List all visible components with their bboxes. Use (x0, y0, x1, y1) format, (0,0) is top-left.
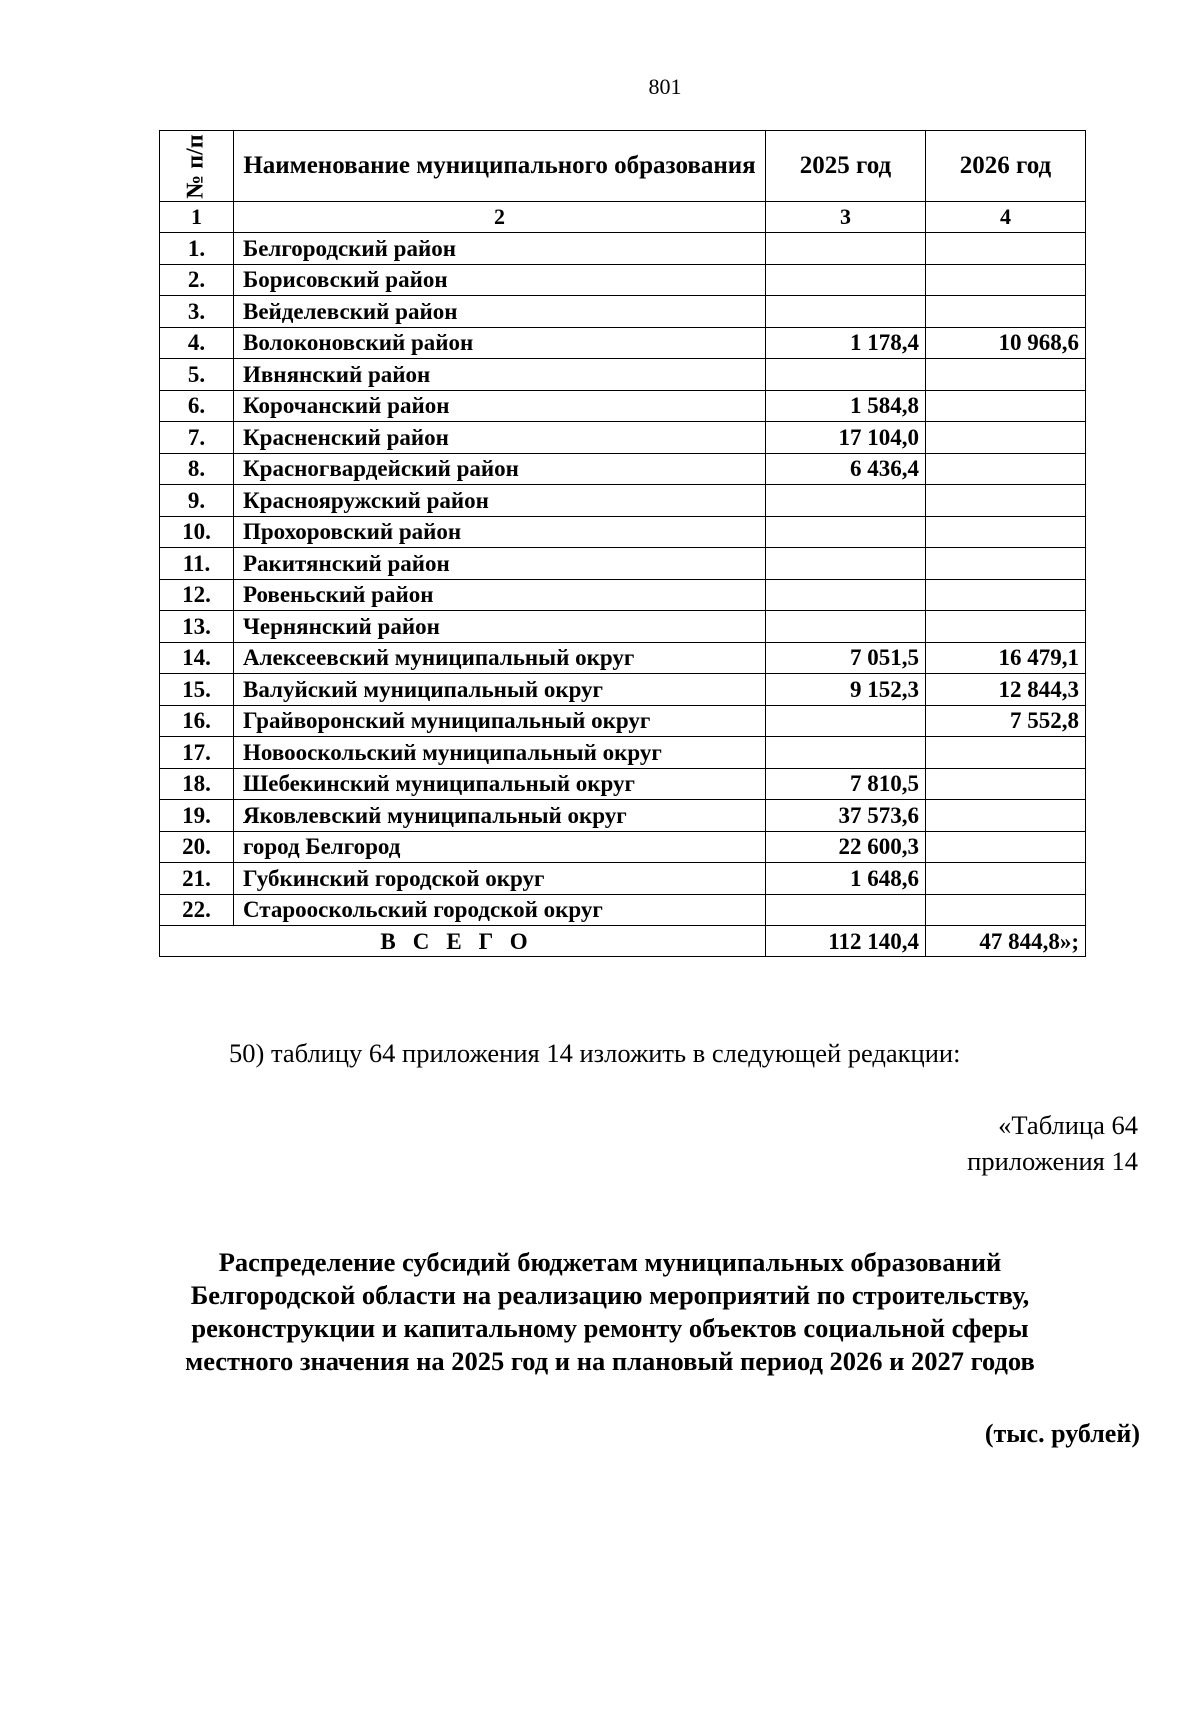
value-2025: 7 051,5 (766, 642, 926, 674)
value-2025 (766, 485, 926, 517)
municipality-name: Ровеньский район (234, 579, 766, 611)
total-row (160, 926, 1086, 957)
value-2025 (766, 359, 926, 391)
value-2025: 6 436,4 (766, 453, 926, 485)
municipality-name: Красногвардейский район (234, 453, 766, 485)
row-number: 20. (160, 831, 234, 863)
row-number: 14. (160, 642, 234, 674)
municipality-name: Чернянский район (234, 611, 766, 643)
municipality-name: Ракитянский район (234, 548, 766, 580)
municipality-name: Новооскольский муниципальный округ (234, 737, 766, 769)
value-2025 (766, 296, 926, 328)
value-2025 (766, 233, 926, 265)
table-row (160, 422, 1086, 454)
row-number: 3. (160, 296, 234, 328)
total-label: ВСЕГО (160, 926, 766, 957)
value-2026 (926, 453, 1086, 485)
table-row (160, 296, 1086, 328)
value-2026 (926, 422, 1086, 454)
value-2026 (926, 800, 1086, 832)
amendment-text: 50) таблицу 64 приложения 14 изложить в следующей редакции: (229, 1038, 961, 1068)
row-number: 5. (160, 359, 234, 391)
municipality-name: Ивнянский район (234, 359, 766, 391)
value-2026 (926, 516, 1086, 548)
value-2025 (766, 548, 926, 580)
municipality-name: Прохоровский район (234, 516, 766, 548)
row-number: 1. (160, 233, 234, 265)
row-number: 8. (160, 453, 234, 485)
value-2026 (926, 737, 1086, 769)
table-row (160, 611, 1086, 643)
value-2026 (926, 768, 1086, 800)
value-2025 (766, 516, 926, 548)
total-2025: 112 140,4 (766, 926, 926, 957)
column-index: 2 (234, 202, 766, 233)
subsidy-table (159, 130, 1086, 957)
total-2026: 47 844,8»; (926, 926, 1086, 957)
row-number: 18. (160, 768, 234, 800)
row-number: 12. (160, 579, 234, 611)
header-2025: 2025 год (766, 131, 926, 202)
municipality-name: Волоконовский район (234, 327, 766, 359)
page-number: 801 (648, 74, 682, 99)
value-2025: 1 178,4 (766, 327, 926, 359)
value-2025: 37 573,6 (766, 800, 926, 832)
title-line: реконструкции и капитальному ремонту объектов социальной сферы (191, 1313, 1029, 1343)
table-row (160, 516, 1086, 548)
municipality-name: Красненский район (234, 422, 766, 454)
row-number: 6. (160, 390, 234, 422)
table-row (160, 327, 1086, 359)
value-2026 (926, 485, 1086, 517)
value-2026: 16 479,1 (926, 642, 1086, 674)
value-2026: 12 844,3 (926, 674, 1086, 706)
column-index: 3 (766, 202, 926, 233)
municipality-name: Старооскольский городской округ (234, 894, 766, 926)
municipality-name: Шебекинский муниципальный округ (234, 768, 766, 800)
header-name: Наименование муниципального образования (234, 131, 766, 202)
municipality-name: Алексеевский муниципальный округ (234, 642, 766, 674)
value-2025: 9 152,3 (766, 674, 926, 706)
table-row (160, 642, 1086, 674)
municipality-name: Белгородский район (234, 233, 766, 265)
value-2026 (926, 579, 1086, 611)
row-number: 10. (160, 516, 234, 548)
units-label: (тыс. рублей) (984, 1419, 1140, 1448)
municipality-name: город Белгород (234, 831, 766, 863)
column-index: 4 (926, 202, 1086, 233)
table-row (160, 233, 1086, 265)
municipality-name: Губкинский городской округ (234, 863, 766, 895)
value-2026: 7 552,8 (926, 705, 1086, 737)
table-caption-line: «Таблица 64 (998, 1110, 1138, 1140)
column-index: 1 (160, 202, 234, 233)
table-row (160, 674, 1086, 706)
table-row (160, 264, 1086, 296)
row-number: 22. (160, 894, 234, 926)
value-2025 (766, 264, 926, 296)
table-row (160, 894, 1086, 926)
row-number: 2. (160, 264, 234, 296)
title-line: Распределение субсидий бюджетам муниципальных образований (218, 1247, 1002, 1277)
row-number: 13. (160, 611, 234, 643)
value-2026 (926, 233, 1086, 265)
municipality-name: Корочанский район (234, 390, 766, 422)
table-row (160, 705, 1086, 737)
value-2026 (926, 390, 1086, 422)
row-number: 16. (160, 705, 234, 737)
table-row (160, 737, 1086, 769)
municipality-name: Борисовский район (234, 264, 766, 296)
table-caption-line: приложения 14 (967, 1146, 1138, 1176)
table-row (160, 831, 1086, 863)
value-2025 (766, 894, 926, 926)
municipality-name: Вейделевский район (234, 296, 766, 328)
value-2026 (926, 611, 1086, 643)
value-2025: 1 584,8 (766, 390, 926, 422)
title-line: Белгородской области на реализацию мероприятий по строительству, (190, 1280, 1030, 1310)
value-2026 (926, 548, 1086, 580)
header-number: № п/п (160, 131, 234, 202)
value-2026 (926, 359, 1086, 391)
value-2025: 17 104,0 (766, 422, 926, 454)
row-number: 19. (160, 800, 234, 832)
row-number: 11. (160, 548, 234, 580)
row-number: 15. (160, 674, 234, 706)
municipality-name: Краснояружский район (234, 485, 766, 517)
value-2026 (926, 296, 1086, 328)
table-row (160, 453, 1086, 485)
municipality-name: Яковлевский муниципальный округ (234, 800, 766, 832)
row-number: 17. (160, 737, 234, 769)
title-line: местного значения на 2025 год и на плановый период 2026 и 2027 годов (185, 1346, 1035, 1376)
row-number: 4. (160, 327, 234, 359)
municipality-name: Грайворонский муниципальный округ (234, 705, 766, 737)
value-2026 (926, 894, 1086, 926)
value-2025: 22 600,3 (766, 831, 926, 863)
header-2026: 2026 год (926, 131, 1086, 202)
table-row (160, 579, 1086, 611)
value-2025 (766, 705, 926, 737)
column-index-row (160, 202, 1086, 233)
table-row (160, 390, 1086, 422)
value-2026: 10 968,6 (926, 327, 1086, 359)
value-2026 (926, 264, 1086, 296)
municipality-name: Валуйский муниципальный округ (234, 674, 766, 706)
value-2025 (766, 611, 926, 643)
value-2025: 1 648,6 (766, 863, 926, 895)
value-2025 (766, 579, 926, 611)
table-row (160, 863, 1086, 895)
table-row (160, 768, 1086, 800)
value-2026 (926, 863, 1086, 895)
table-row (160, 548, 1086, 580)
value-2025: 7 810,5 (766, 768, 926, 800)
document-title (110, 1246, 1110, 1378)
row-number: 7. (160, 422, 234, 454)
table-row (160, 359, 1086, 391)
table-row (160, 800, 1086, 832)
table-header-row (160, 131, 1086, 202)
value-2026 (926, 831, 1086, 863)
row-number: 21. (160, 863, 234, 895)
row-number: 9. (160, 485, 234, 517)
table-row (160, 485, 1086, 517)
value-2025 (766, 737, 926, 769)
